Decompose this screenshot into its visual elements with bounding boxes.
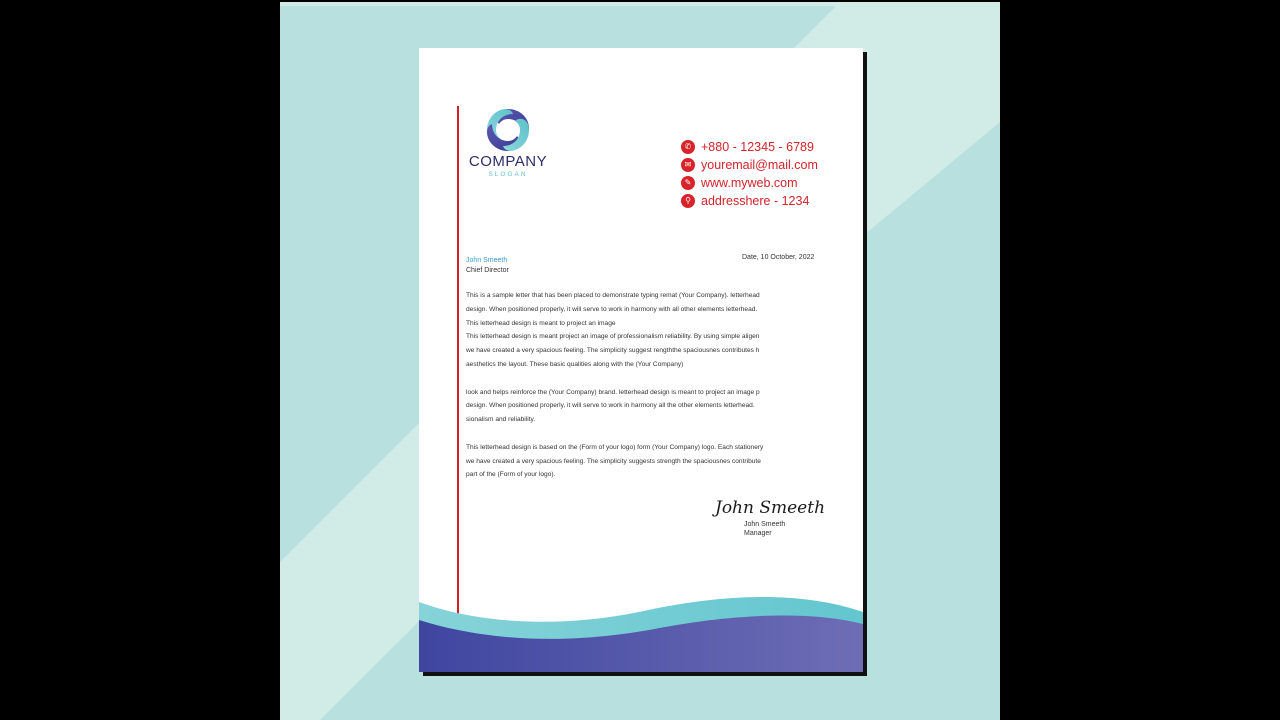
recipient-title: Chief Director: [466, 267, 509, 274]
letter-date: Date, 10 October, 2022: [742, 254, 815, 261]
recipient-name: John Smeeth: [466, 257, 508, 264]
website: www.myweb.com: [701, 176, 798, 190]
web-icon: ✎: [681, 176, 695, 190]
letterhead-sheet: [419, 48, 863, 672]
body-line: design. When positioned properly, it will serve to work in harmony with all other elements letterhead.: [466, 305, 758, 313]
body-line: aesthetics the layout. These basic qualities along with the (Your Company): [466, 360, 684, 368]
letter-body: [466, 289, 826, 482]
interlocking-rings-logo-icon: [484, 106, 532, 154]
red-margin-line: [457, 106, 459, 614]
body-line: we have created a very spacious feeling. The simplicity suggests strength the spaciousnes contribute: [466, 457, 761, 465]
company-name: COMPANY: [468, 153, 548, 170]
contact-email: [681, 156, 818, 174]
background-canvas: [280, 2, 1000, 720]
phone-number: +880 - 12345 - 6789: [701, 140, 814, 154]
body-line: This is a sample letter that has been placed to demonstrate typing remat (Your Company). letterhead: [466, 292, 760, 299]
paragraph-gap: [466, 372, 826, 386]
contact-list: [681, 138, 818, 210]
company-logo: [463, 104, 553, 184]
body-line: This letterhead design is based on the (Form of your logo) form (Your Company) logo. Each stationery: [466, 443, 764, 451]
body-line: part of the (Form of your logo).: [466, 471, 556, 479]
contact-web: [681, 174, 818, 192]
footer-wave: [419, 592, 863, 672]
location-pin-icon: ⚲: [681, 194, 695, 208]
address: addresshere - 1234: [701, 194, 810, 208]
body-line: we have created a very spacious feeling. The simplicity suggest rengththe spaciousnes contributes h: [466, 347, 760, 355]
body-line: look and helps reinforce the (Your Company) brand. letterhead design is meant to project an image p: [466, 388, 760, 396]
contact-phone: [681, 138, 818, 156]
company-slogan: SLOGAN: [488, 171, 528, 178]
body-line: This letterhead design is meant project an image of professionalism reliability. By using simple aligen: [466, 333, 760, 341]
handwritten-signature: John Smeeth: [715, 498, 826, 518]
body-line: design. When positioned properly, it will serve to work in harmony all the other elements letterhead.: [466, 402, 755, 410]
body-line: This letterhead design is meant to project an image: [466, 319, 616, 327]
contact-address: [681, 192, 818, 210]
phone-icon: ✆: [681, 140, 695, 154]
signer-name: John Smeeth: [744, 521, 786, 528]
signer-role: Manager: [744, 530, 772, 537]
email-icon: ✉: [681, 158, 695, 172]
email-address: youremail@mail.com: [701, 158, 818, 172]
paragraph-gap: [466, 427, 826, 441]
body-line: sionalism and reliability.: [466, 416, 536, 424]
